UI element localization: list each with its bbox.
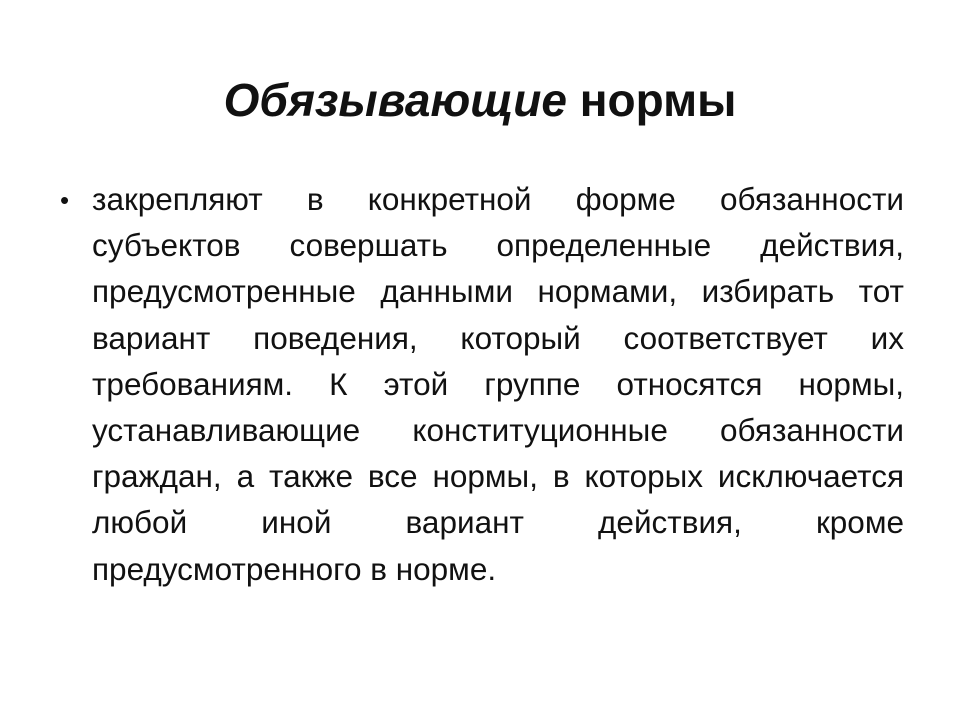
slide-title (0, 70, 960, 130)
bullet-text: закрепляют в конкретной форме обязанности субъектов совершать определенные действия, предусмотренные данными нормами, избирать тот вариант поведения, который соответствует их требованиям. К этой группе относятся нормы, устанавливающие конституционные обязанности граждан, а также все нормы, в которых исключается любой иной вариант действия, кроме предусмотренного в норме. (92, 181, 904, 587)
slide-title-regular-part: нормы (566, 74, 737, 126)
slide-content (56, 176, 904, 592)
bullet-dot-icon: • (60, 185, 70, 215)
slide-title-italic-part: Обязывающие (223, 74, 567, 126)
bullet-item (56, 176, 904, 592)
